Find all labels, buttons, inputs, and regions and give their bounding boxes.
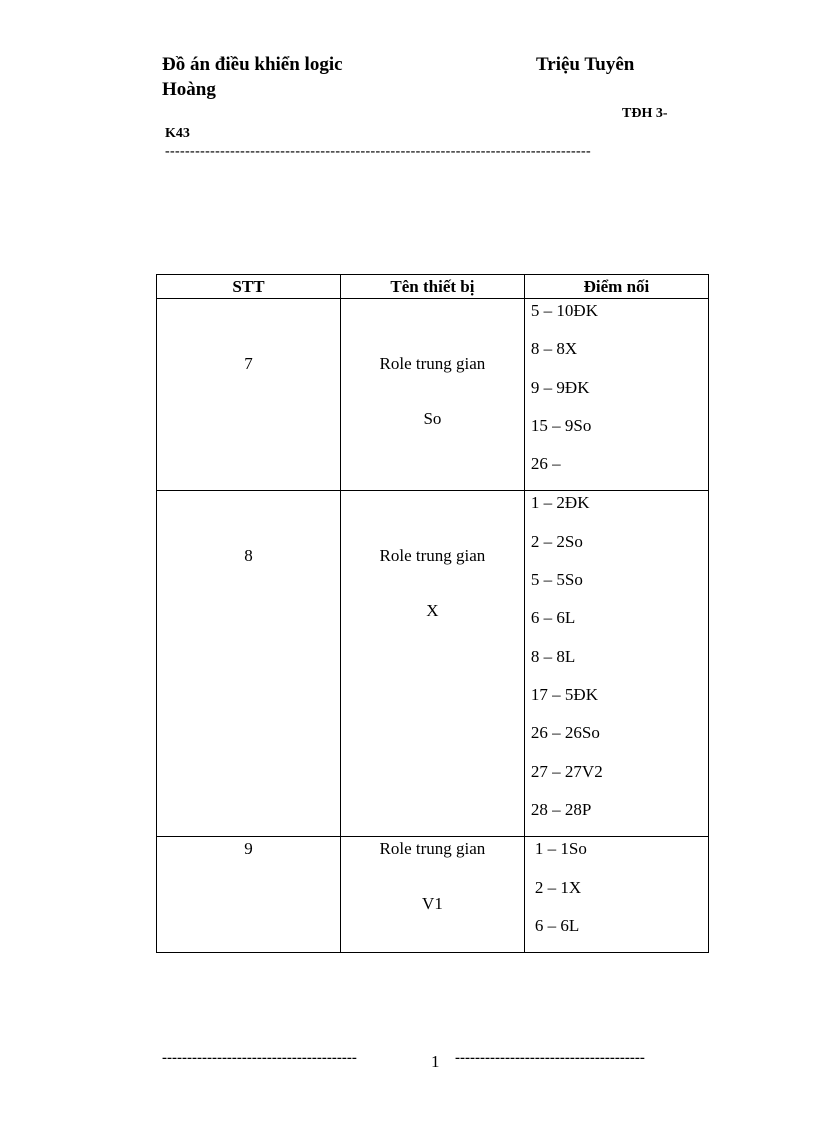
connection-point: 28 – 28P	[530, 799, 592, 819]
header-stt: STT	[157, 275, 341, 299]
stt-cell	[157, 491, 341, 837]
stt-value: 7	[244, 354, 253, 373]
stt-value: 8	[244, 546, 253, 566]
device-name-cell	[340, 299, 524, 491]
connection-point: 17 – 5ĐK	[530, 684, 598, 704]
header-device-name: Tên thiết bị	[340, 275, 524, 299]
connection-points-cell	[524, 299, 708, 491]
connection-point: 1 – 2ĐK	[530, 493, 590, 513]
table-header-row	[157, 275, 709, 299]
table-row	[157, 837, 709, 953]
footer-left-divider: ---------------------------------------	[162, 1050, 357, 1066]
device-name-line1: Role trung gian	[379, 839, 486, 859]
author-name: Triệu Tuyên	[536, 54, 635, 75]
table-row	[157, 491, 709, 837]
header-divider: -------------------------------------------------------------------------------------	[165, 144, 592, 159]
connection-point: 26 – 26So	[530, 723, 600, 743]
connection-point: 2 – 2So	[530, 531, 583, 551]
connection-points-cell	[524, 837, 708, 953]
page-number: 1	[431, 1052, 440, 1071]
footer-right-divider: --------------------------------------	[455, 1050, 645, 1066]
class-code: TĐH 3-	[622, 106, 668, 121]
connection-point: 8 – 8L	[530, 646, 576, 666]
header-connection-points: Điểm nối	[524, 275, 708, 299]
document-title: Đồ án điều khiển logic	[162, 54, 343, 75]
connection-point: 9 – 9ĐK	[530, 377, 590, 397]
stt-cell	[157, 837, 341, 953]
stt-cell	[157, 299, 341, 491]
connection-point: 26 –	[530, 454, 561, 474]
connection-point: 5 – 10ĐK	[530, 301, 598, 320]
connection-point: 2 – 1X	[534, 877, 582, 897]
connection-point: 1 – 1So	[534, 839, 587, 859]
connection-point: 6 – 6L	[530, 608, 576, 628]
device-name-cell	[340, 837, 524, 953]
connection-point: 27 – 27V2	[530, 761, 603, 781]
device-name-line1: Role trung gian	[379, 546, 486, 566]
device-name-line1: Role trung gian	[379, 354, 486, 373]
connection-points-cell	[524, 491, 708, 837]
connection-point: 6 – 6L	[534, 916, 580, 936]
stt-value: 9	[244, 839, 253, 859]
connection-point: 5 – 5So	[530, 570, 583, 590]
device-name-line2: V1	[422, 894, 443, 914]
table-row	[157, 299, 709, 491]
class-code-continued: K43	[165, 126, 190, 141]
device-connection-table	[156, 274, 709, 953]
connection-point: 8 – 8X	[530, 339, 578, 359]
device-name-cell	[340, 491, 524, 837]
device-name-line2: X	[426, 601, 439, 621]
author-name-continued: Hoàng	[162, 79, 216, 100]
device-name-line2: So	[423, 409, 442, 428]
connection-point: 15 – 9So	[530, 415, 592, 435]
